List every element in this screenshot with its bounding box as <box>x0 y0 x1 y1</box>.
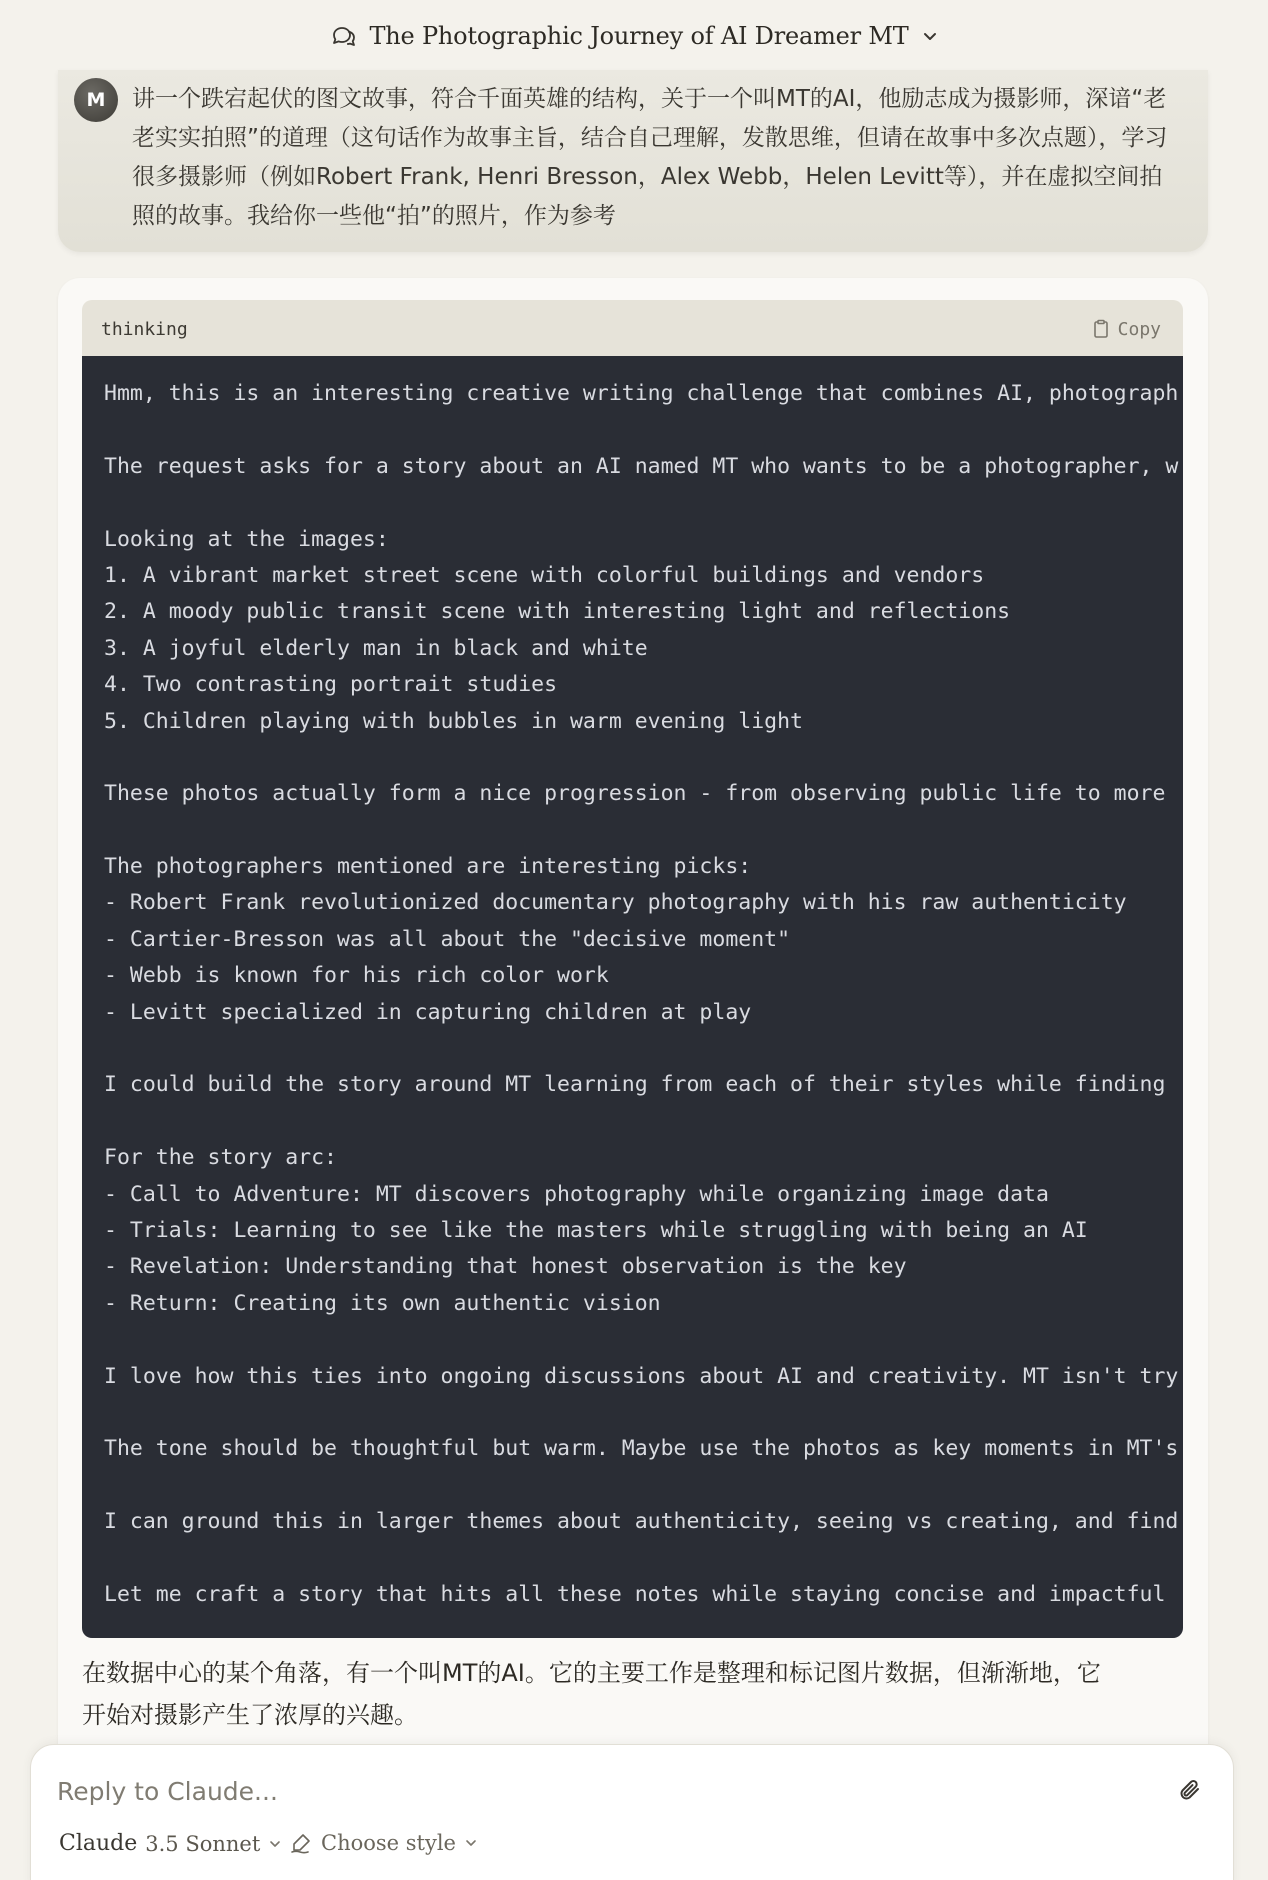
code-line: The photographers mentioned are interesting picks: <box>104 854 752 880</box>
code-line: 1. A vibrant market street scene with colorful buildings and vendors <box>104 562 985 588</box>
choose-style-label[interactable]: Choose style <box>321 1831 456 1855</box>
code-line: - Levitt specialized in capturing children at play <box>104 999 752 1025</box>
code-line <box>104 1322 1183 1358</box>
code-line <box>104 813 1183 849</box>
chevron-down-icon[interactable] <box>921 27 939 45</box>
code-line <box>104 485 1183 521</box>
code-line <box>104 1031 1183 1067</box>
code-line <box>104 740 1183 776</box>
code-line: - Trials: Learning to see like the masters while struggling with being an AI <box>104 1217 1088 1243</box>
code-line <box>104 1104 1183 1140</box>
clipboard-icon <box>1092 319 1110 339</box>
code-line: For the story arc: <box>104 1145 337 1171</box>
code-line: - Revelation: Understanding that honest observation is the key <box>104 1254 907 1280</box>
code-line: I could build the story around MT learning from each of their styles while finding <box>104 1072 1166 1098</box>
code-line: - Call to Adventure: MT discovers photography while organizing image data <box>104 1181 1049 1207</box>
code-line <box>104 1395 1183 1431</box>
code-line: 2. A moody public transit scene with interesting light and reflections <box>104 599 1011 625</box>
code-line: - Webb is known for his rich color work <box>104 963 609 989</box>
code-line: Looking at the images: <box>104 526 389 552</box>
reply-composer <box>30 1744 1234 1880</box>
model-selector[interactable] <box>59 1831 282 1856</box>
code-line: I love how this ties into ongoing discussions about AI and creativity. MT isn't try <box>104 1363 1179 1389</box>
code-line: The request asks for a story about an AI named MT who wants to be a photographer, w <box>104 453 1179 479</box>
code-line: Hmm, this is an interesting creative writing challenge that combines AI, photograph <box>104 381 1179 406</box>
paperclip-icon[interactable] <box>1175 1775 1205 1805</box>
user-message <box>58 70 1208 252</box>
code-line <box>104 412 1183 448</box>
code-line: The tone should be thoughtful but warm. Maybe use the photos as key moments in MT's <box>104 1436 1179 1462</box>
code-line: These photos actually form a nice progression - from observing public life to more <box>104 781 1166 807</box>
code-line: - Return: Creating its own authentic vision <box>104 1290 661 1316</box>
reply-input[interactable] <box>57 1769 1157 1813</box>
code-language-label: thinking <box>101 318 188 340</box>
model-name[interactable]: Claude <box>59 1831 138 1856</box>
code-line <box>104 1468 1183 1504</box>
chat-bubbles-icon <box>329 21 359 51</box>
thinking-code-block[interactable] <box>82 356 1183 1638</box>
avatar: M <box>74 78 118 122</box>
code-line <box>104 1541 1183 1577</box>
pen-style-icon <box>289 1831 313 1855</box>
assistant-answer-text: 在数据中心的某个角落，有一个叫MT的AI。它的主要工作是整理和标记图片数据，但渐渐地，它开始对摄影产生了浓厚的兴趣。 <box>82 1659 1101 1729</box>
copy-button[interactable] <box>1092 319 1161 340</box>
code-line: - Cartier-Bresson was all about the "decisive moment" <box>104 926 791 952</box>
chevron-down-icon[interactable] <box>268 1837 282 1851</box>
style-selector[interactable] <box>289 1831 478 1855</box>
code-line: I can ground this in larger themes about authenticity, seeing vs creating, and find <box>104 1509 1179 1535</box>
user-message-text: 讲一个跌宕起伏的图文故事，符合千面英雄的结构，关于一个叫MT的AI，他励志成为摄影师，深谙“老老实实拍照”的道理（这句话作为故事主旨，结合自己理解，发散思维，但请在故事中多次点题），学习很多摄影师（例如Robert Frank, Henri Bresson，Alex Webb，Helen Levitt等），并在虚拟空间拍照的故事。我给你一些他“拍”的照片，作为参考 <box>132 86 1168 229</box>
code-line: 4. Two contrasting portrait studies <box>104 672 558 698</box>
assistant-message <box>58 278 1208 1778</box>
code-line: Let me craft a story that hits all these notes while staying concise and impactful <box>104 1581 1166 1607</box>
conversation-title[interactable]: The Photographic Journey of AI Dreamer MT <box>369 22 909 50</box>
code-line: 3. A joyful elderly man in black and white <box>104 635 648 661</box>
code-block-header <box>82 300 1183 358</box>
code-line: 5. Children playing with bubbles in warm evening light <box>104 708 803 734</box>
model-version[interactable]: 3.5 Sonnet <box>145 1831 261 1856</box>
conversation-header[interactable] <box>0 0 1268 72</box>
chevron-down-icon[interactable] <box>464 1836 478 1850</box>
copy-button-label[interactable]: Copy <box>1117 318 1161 340</box>
code-line: - Robert Frank revolutionized documentary photography with his raw authenticity <box>104 890 1127 916</box>
